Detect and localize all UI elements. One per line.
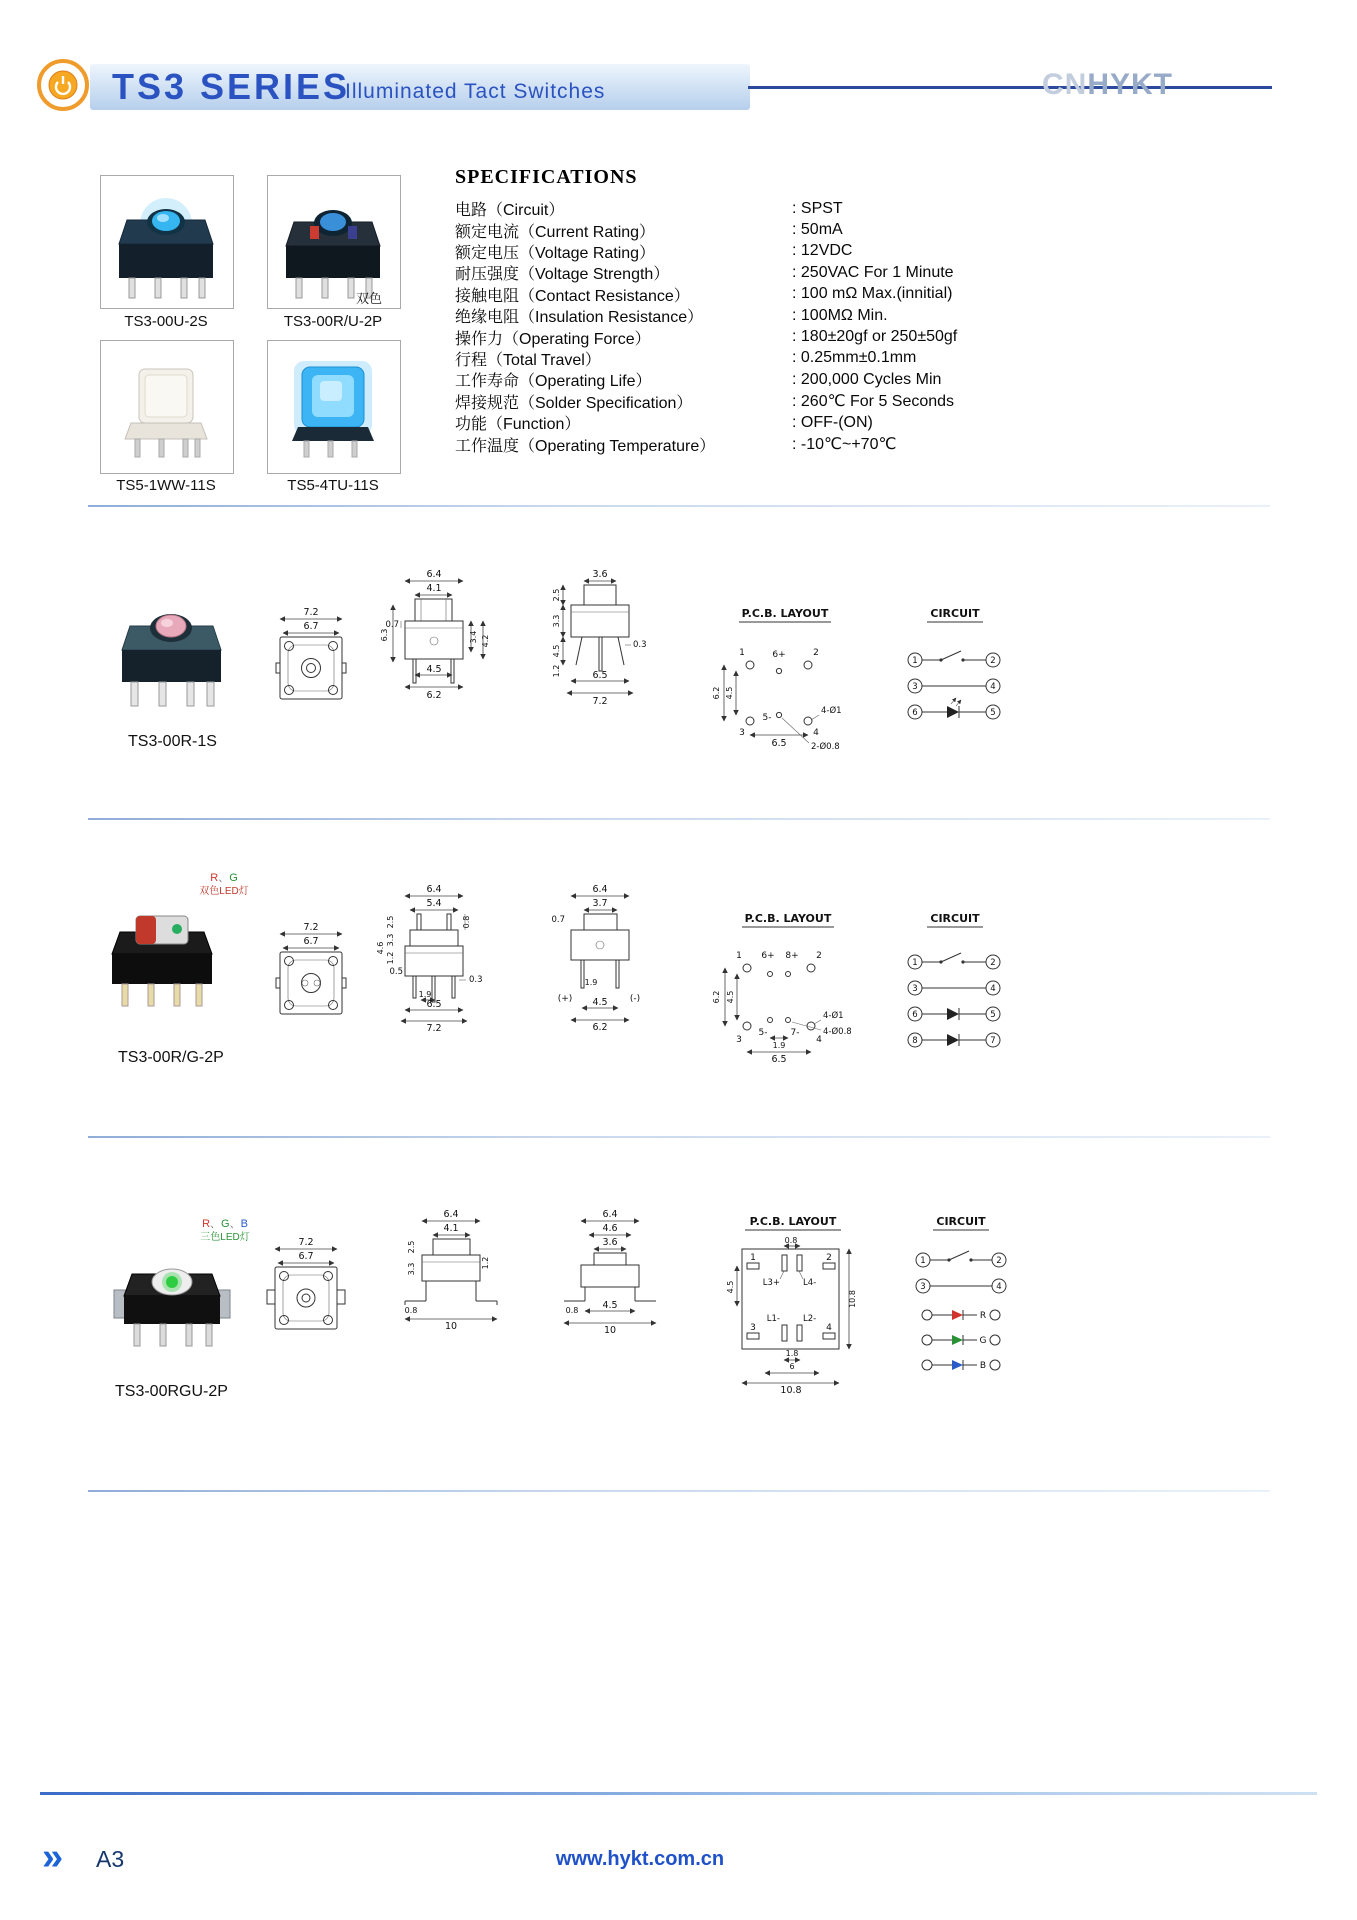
terminal-number: 6	[912, 708, 918, 718]
section-divider	[88, 1490, 1270, 1492]
dim-label: 6.4	[426, 569, 442, 580]
slot-label: L4-	[803, 1278, 817, 1288]
dim-label: 4.1	[443, 1223, 459, 1234]
circuit-diagram	[908, 912, 1000, 1047]
hole-spec-label: 2-Ø0.8	[811, 742, 840, 752]
website-link[interactable]: www.hykt.com.cn	[555, 1848, 725, 1870]
led-letter: G	[979, 1336, 987, 1346]
spec-label: 功能（Function）	[455, 416, 581, 434]
led-letter: R	[979, 1311, 987, 1321]
terminal-number: 4	[996, 1282, 1002, 1292]
spec-value: : 0.25mm±0.1mm	[792, 349, 917, 367]
dim-label: 6.2	[426, 690, 442, 701]
led-note-text: 双色LED灯	[199, 886, 249, 897]
ts3-00r-1s-drawings	[255, 565, 1030, 800]
brand-prefix: CN	[1042, 68, 1088, 101]
dim-label: 4.5	[592, 997, 608, 1008]
ts3-00rg-2p-drawings	[255, 880, 1030, 1125]
dim-label: 0.8	[462, 915, 471, 929]
spec-label: 操作力（Operating Force）	[455, 330, 651, 348]
dim-label: 4.5	[725, 686, 734, 700]
dim-label: 6.2	[712, 686, 721, 700]
dim-label: 1.9	[418, 990, 432, 999]
ts3-00rg-2p-photo	[98, 896, 228, 1014]
hole-spec-label: 4-Ø0.8	[823, 1027, 852, 1037]
spec-value: : 180±20gf or 250±50gf	[792, 328, 958, 346]
front-view	[380, 569, 490, 701]
led-letter: B	[979, 1361, 987, 1371]
spec-label: 额定电压（Voltage Rating）	[455, 244, 656, 262]
spec-value: : -10℃~+70℃	[792, 435, 897, 453]
page-title: TS3 SERIES	[112, 66, 351, 107]
dim-label: 3.3	[386, 933, 395, 947]
product-photo-card	[100, 175, 234, 309]
spec-value: : 12VDC	[792, 242, 853, 260]
pin-label: 4	[826, 1323, 832, 1333]
model-label: TS3-00R/G-2P	[118, 1049, 224, 1066]
brand-logo	[1042, 68, 1173, 102]
spec-value: : 260℃ For 5 Seconds	[792, 393, 955, 411]
dim-label: 10.8	[848, 1290, 857, 1308]
spec-value: : 50mA	[792, 221, 843, 239]
dim-label: 6.4	[592, 884, 608, 895]
terminal-number: 1	[920, 1256, 926, 1266]
dim-label: 1.9	[772, 1041, 786, 1050]
circuit-title: CIRCUIT	[930, 912, 980, 925]
spec-row	[455, 348, 1040, 369]
dim-label: 0.8	[784, 1236, 798, 1245]
spec-label: 接触电阻（Contact Resistance）	[455, 287, 690, 305]
page-number: A3	[96, 1846, 125, 1872]
brand-rule-line	[748, 86, 1272, 89]
specifications-table	[455, 198, 1040, 455]
led-color-r: R	[202, 1218, 211, 1230]
led-color-b: B	[240, 1218, 248, 1230]
led-color-sep: 、	[218, 872, 230, 884]
dim-label: 4.5	[726, 990, 735, 1004]
spec-row	[455, 219, 1040, 240]
pin-label: 1	[750, 1253, 756, 1263]
product-photo-card	[267, 340, 401, 474]
top-view	[267, 1237, 345, 1329]
dim-label: 3.7	[592, 898, 608, 909]
terminal-number: 5	[990, 1010, 996, 1020]
terminal-number: 2	[990, 656, 996, 666]
pin-label: 6+	[772, 650, 786, 660]
terminal-number: 8	[912, 1036, 918, 1046]
dim-label: 5.4	[426, 898, 442, 909]
pcb-layout-title: P.C.B. LAYOUT	[744, 912, 832, 925]
dim-label: 4.5	[726, 1280, 735, 1294]
ts3-00rgu-2p-photo	[108, 1240, 238, 1352]
dim-label: 6.7	[298, 1251, 314, 1262]
dim-label: 0.7	[385, 620, 399, 630]
spec-row	[455, 433, 1040, 454]
front-view	[405, 1209, 497, 1332]
dim-label: 6.5	[771, 1054, 787, 1065]
spec-value: : 200,000 Cycles Min	[792, 370, 942, 388]
front-view	[376, 884, 483, 1034]
spec-label: 焊接规范（Solder Specification）	[455, 394, 693, 412]
hole-spec-label: 4-Ø1	[821, 706, 842, 716]
pin-label: 3	[739, 728, 745, 738]
pin-label: 3	[736, 1035, 742, 1045]
polarity-label: (+)	[557, 994, 573, 1004]
section-divider	[88, 505, 1270, 507]
pin-label: 1	[736, 951, 742, 961]
bottom-view	[276, 922, 346, 1014]
dim-label: 6.4	[602, 1209, 618, 1220]
pin-label: 3	[750, 1323, 756, 1333]
dim-label: 6.2	[712, 990, 721, 1004]
spec-label: 电路（Circuit）	[455, 202, 565, 220]
dim-label: 6.5	[592, 670, 608, 681]
spec-value: : SPST	[792, 199, 843, 217]
dim-label: 3.3	[407, 1262, 416, 1276]
dim-label: 4.6	[376, 941, 385, 955]
dim-label: 0.8	[565, 1306, 579, 1315]
spec-row	[455, 241, 1040, 262]
dim-label: 0.7	[551, 915, 565, 925]
dim-label: 7.2	[303, 607, 319, 618]
pcb-layout-title: P.C.B. LAYOUT	[749, 1215, 837, 1228]
spec-label: 额定电流（Current Rating）	[455, 223, 656, 241]
dim-label: 6.5	[426, 999, 442, 1010]
led-note-text: 三色LED灯	[200, 1232, 250, 1243]
spec-row	[455, 369, 1040, 390]
slot-label: L1-	[766, 1314, 780, 1324]
spec-row	[455, 305, 1040, 326]
dim-label: 7.2	[303, 922, 319, 933]
led-color-r: R	[210, 872, 219, 884]
side-view	[551, 884, 640, 1033]
spec-label: 耐压强度（Voltage Strength）	[455, 266, 670, 284]
dim-label: 3.6	[592, 569, 608, 580]
led-symbol	[947, 1034, 959, 1046]
dim-label: 4.1	[426, 583, 442, 594]
pin-label: 5-	[762, 713, 772, 723]
switch-photo-dual-color	[268, 176, 398, 306]
led-color-sep: 、	[229, 1218, 241, 1230]
circuit-title: CIRCUIT	[936, 1215, 986, 1228]
pin-label: 8+	[785, 951, 799, 961]
pin-label: 2	[816, 951, 822, 961]
led-colors-line	[184, 872, 264, 885]
pcb-layout-title: P.C.B. LAYOUT	[741, 607, 829, 620]
pin-label: 2	[813, 648, 819, 658]
dim-label: 1.9	[584, 978, 598, 987]
switch-photo-white-cap	[101, 341, 231, 471]
led-color-note	[184, 872, 264, 898]
spec-label: 绝缘电阻（Insulation Resistance）	[455, 309, 704, 327]
pcb-layout	[712, 912, 852, 1065]
dim-label: 6.3	[380, 628, 389, 642]
dim-label: 3.6	[602, 1237, 618, 1248]
dim-label: 6	[789, 1362, 795, 1371]
dim-label: 6.4	[426, 884, 442, 895]
terminal-number: 5	[990, 708, 996, 718]
dual-color-note: 双色	[356, 291, 383, 306]
dim-label: 1.2	[386, 951, 395, 965]
dim-label: 2.5	[552, 588, 561, 602]
spec-value: : OFF-(ON)	[792, 413, 873, 431]
dim-label: 7.2	[426, 1023, 442, 1034]
slot-label: L3+	[762, 1278, 780, 1288]
product-label: TS3-00R/U-2P	[283, 313, 383, 330]
ts3-00r-1s-photo	[105, 588, 240, 713]
pin-label: 4	[813, 728, 819, 738]
terminal-number: 6	[912, 1010, 918, 1020]
spec-label: 工作寿命（Operating Life）	[455, 373, 652, 391]
pcb-layout	[726, 1215, 857, 1396]
dim-label: 10.8	[780, 1385, 802, 1396]
pin-label: 1	[739, 648, 745, 658]
dim-label: 4.6	[602, 1223, 618, 1234]
dim-label: 0.5	[389, 967, 403, 977]
terminal-number: 3	[912, 682, 918, 692]
dim-label: 4.5	[602, 1300, 618, 1311]
pcb-layout	[712, 607, 842, 752]
terminal-number: 3	[920, 1282, 926, 1292]
circuit-title: CIRCUIT	[930, 607, 980, 620]
dim-label: 4.2	[481, 634, 490, 648]
ts3-00rgu-2p-drawings	[255, 1205, 1030, 1455]
product-label: TS5-4TU-11S	[287, 477, 379, 494]
dim-label: 7.2	[592, 696, 608, 707]
dim-label: 3.4	[469, 630, 478, 644]
led-symbol	[947, 1008, 959, 1020]
led-color-sep: 、	[210, 1218, 222, 1230]
pin-label: 2	[826, 1253, 832, 1263]
side-view	[552, 569, 647, 707]
led-symbol-green	[952, 1335, 963, 1345]
section-divider	[88, 1136, 1270, 1138]
led-symbol-red	[952, 1310, 963, 1320]
pin-label: 5-	[758, 1028, 768, 1038]
dim-label: 3.3	[552, 614, 561, 628]
spec-row	[455, 262, 1040, 283]
double-chevron-icon: »	[42, 1836, 64, 1878]
product-photo-card	[100, 340, 234, 474]
terminal-number: 2	[990, 958, 996, 968]
model-label: TS3-00RGU-2P	[115, 1383, 228, 1400]
dim-label: 4.5	[552, 644, 561, 658]
spec-value: : 250VAC For 1 Minute	[792, 263, 954, 281]
product-label: TS3-00U-2S	[124, 313, 208, 330]
dim-label: 6.2	[592, 1022, 608, 1033]
circuit-diagram	[908, 607, 1000, 719]
company-logo-icon	[36, 58, 90, 112]
dim-label: 1.2	[552, 664, 561, 678]
spec-row	[455, 198, 1040, 219]
dim-label: 1.2	[481, 1256, 490, 1270]
model-label: TS3-00R-1S	[128, 733, 217, 750]
spec-label: 行程（Total Travel）	[455, 351, 601, 369]
circuit-diagram	[916, 1215, 1006, 1371]
dim-label: 4.5	[426, 664, 442, 675]
dim-label: 0.3	[633, 640, 647, 650]
dim-label: 6.5	[771, 738, 787, 749]
dim-label: 6.7	[303, 621, 319, 632]
footer-divider	[40, 1792, 1317, 1795]
led-color-g: G	[229, 872, 238, 884]
section-divider	[88, 818, 1270, 820]
dim-label: 6.7	[303, 936, 319, 947]
terminal-number: 3	[912, 984, 918, 994]
terminal-number: 4	[990, 984, 996, 994]
spec-value: : 100MΩ Min.	[792, 306, 888, 324]
specifications-title: SPECIFICATIONS	[455, 166, 638, 188]
polarity-label: (-)	[629, 994, 641, 1004]
side-view	[564, 1209, 656, 1336]
dim-label: 2.5	[407, 1240, 416, 1254]
dim-label: 0.8	[404, 1306, 418, 1315]
terminal-number: 2	[996, 1256, 1002, 1266]
led-symbol-blue	[952, 1360, 963, 1370]
hole-spec-label: 4-Ø1	[823, 1011, 844, 1021]
dim-label: 0.3	[469, 975, 483, 985]
dim-label: 10	[444, 1321, 458, 1332]
brand-name: HYKT	[1087, 68, 1174, 101]
dim-label: 10	[603, 1325, 617, 1336]
spec-row	[455, 391, 1040, 412]
spec-value: : 100 mΩ Max.(innitial)	[792, 285, 953, 303]
switch-photo-blue-cap-lit	[268, 341, 398, 471]
pin-label: 4	[816, 1035, 822, 1045]
terminal-number: 4	[990, 682, 996, 692]
page-subtitle: Illuminated Tact Switches	[345, 80, 606, 103]
spec-label: 工作温度（Operating Temperature）	[455, 437, 716, 455]
bottom-view	[276, 607, 346, 699]
spec-row	[455, 284, 1040, 305]
dim-label: 6.4	[443, 1209, 459, 1220]
spec-row	[455, 412, 1040, 433]
pin-label: 7-	[790, 1028, 800, 1038]
slot-label: L2-	[803, 1314, 817, 1324]
terminal-number: 7	[990, 1036, 996, 1046]
terminal-number: 1	[912, 656, 918, 666]
dim-label: 1.8	[785, 1349, 799, 1358]
terminal-number: 1	[912, 958, 918, 968]
dim-label: 7.2	[298, 1237, 314, 1248]
dim-label: 2.5	[386, 915, 395, 929]
led-color-g: G	[221, 1218, 230, 1230]
switch-photo-blue-led	[101, 176, 231, 306]
product-label: TS5-1WW-11S	[116, 477, 216, 494]
spec-row	[455, 326, 1040, 347]
pin-label: 6+	[761, 951, 775, 961]
led-symbol	[947, 706, 959, 718]
